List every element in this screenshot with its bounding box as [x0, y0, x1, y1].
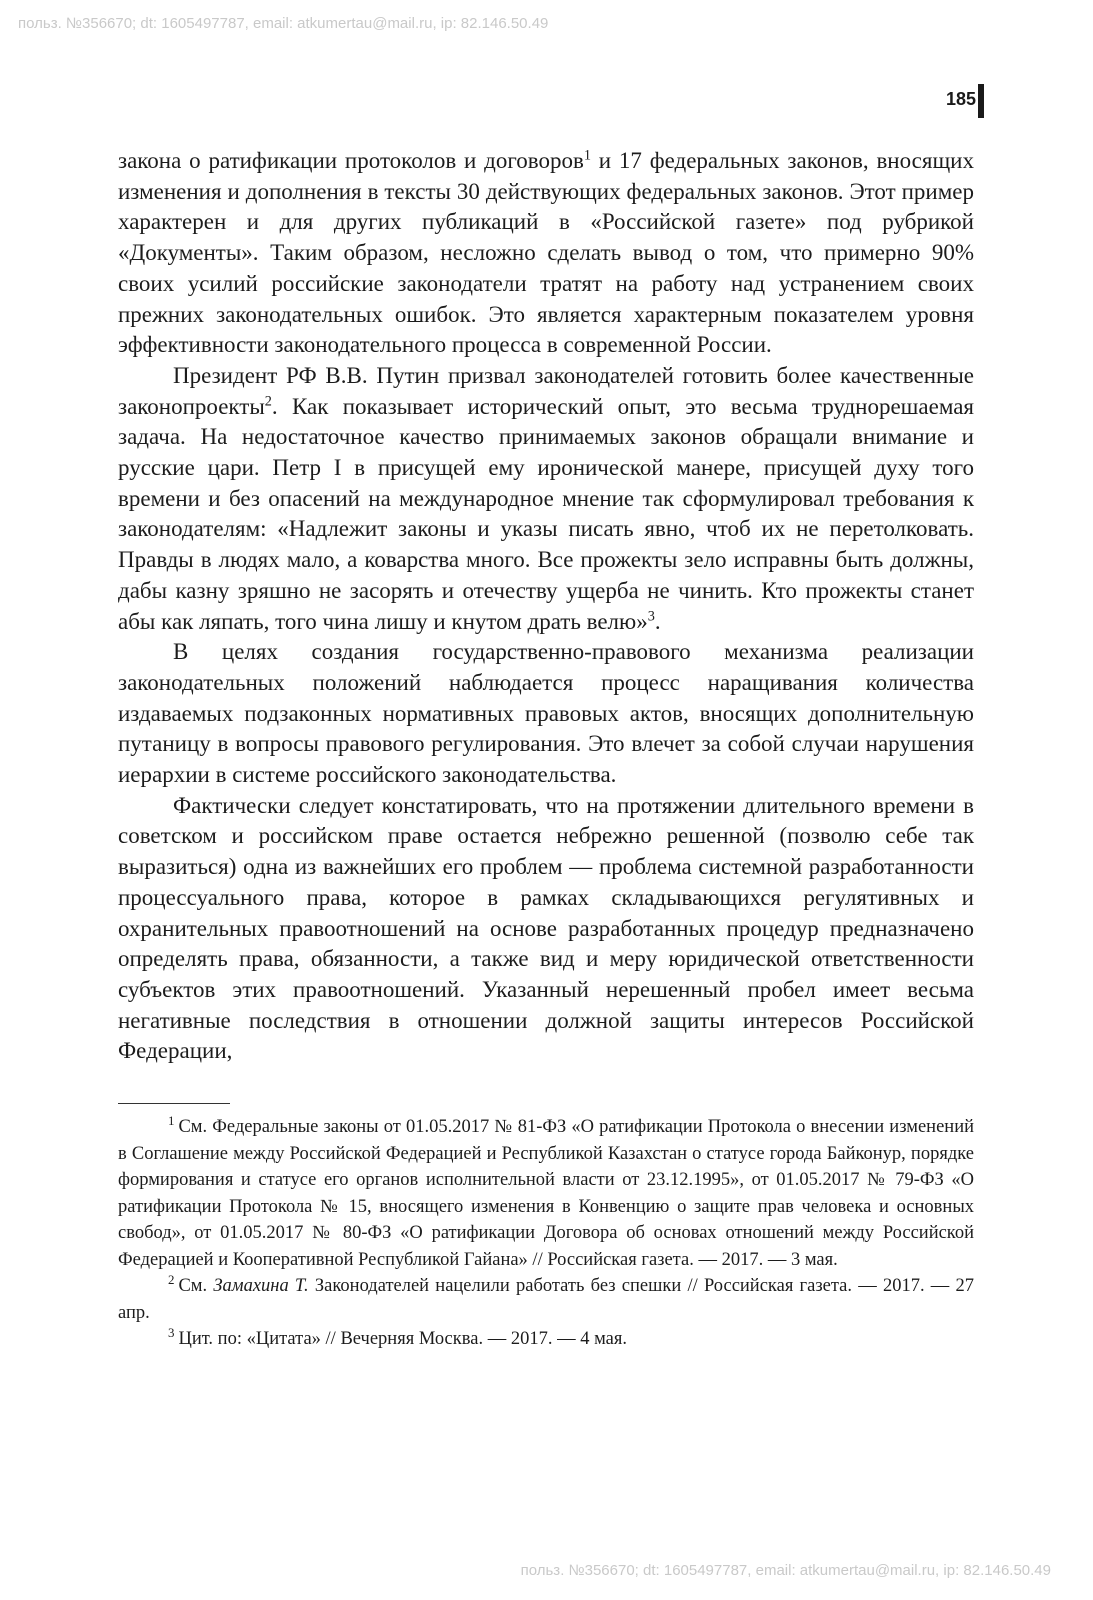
- page-number: 185: [945, 89, 976, 109]
- footnote-2-prefix: См.: [178, 1276, 214, 1297]
- footnote-ref-1: 1: [583, 147, 591, 164]
- footnotes: [118, 1114, 974, 1353]
- footnote-ref-2: 2: [264, 392, 272, 409]
- paragraph-2-part-c: .: [654, 608, 661, 634]
- page-content: [118, 146, 974, 1353]
- footnote-3-text: Цит. по: «Цитата» // Вечерняя Москва. — 2017. — 4 мая.: [178, 1329, 627, 1350]
- footnote-ref-3: 3: [647, 607, 655, 624]
- footnote-1-number: 1: [168, 1112, 175, 1128]
- paragraph-2-part-a: Президент РФ В.В. Путин призвал законодателей готовить более качественные законопроекты: [118, 362, 974, 419]
- body-text: [118, 146, 974, 1067]
- footnote-2-number: 2: [168, 1271, 175, 1287]
- paragraph-1-part-b: и 17 федеральных законов, вносящих изменения и дополнения в тексты 30 действующих федеральных законов. Этот пример характерен и для других публикаций в «Российской газете» под рубрикой «Документы». Таким образом, несложно сделать вывод о том, что примерно 90% своих усилий российские законодатели тратят на работу над устранением своих прежних законодательных ошибок. Это является характерным показателем уровня эффективности законодательного процесса в современной России.: [118, 148, 974, 358]
- footnote-1-text: См. Федеральные законы от 01.05.2017 № 81-ФЗ «О ратификации Протокола о внесении изменений в Соглашение между Российской Федерацией и Республикой Казахстан о статусе города Байконур, порядке формирования и статусе его органов исполнительной власти от 23.12.1995», от 01.05.2017 № 79-ФЗ «О ратификации Протокола № 15, вносящего изменения в Конвенцию о защите прав человека и основных свобод», от 01.05.2017 № 80-ФЗ «О ратификации Договора об основах отношений между Российской Федерацией и Кооперативной Республикой Гайана» // Российская газета. — 2017. — 3 мая.: [118, 1117, 974, 1270]
- footnote-3: [118, 1326, 974, 1353]
- watermark-top: польз. №356670; dt: 1605497787, email: atkumertau@mail.ru, ip: 82.146.50.49: [18, 15, 549, 32]
- page-number-bar: [978, 84, 984, 118]
- footnote-2-author: Замахина Т.: [213, 1276, 309, 1297]
- footnote-divider: [118, 1103, 230, 1104]
- footnote-2-text: Законодателей нацелили работать без спешки // Российская газета. — 2017. — 27 апр.: [118, 1276, 974, 1323]
- footnote-2: [118, 1273, 974, 1326]
- paragraph-3: В целях создания государственно-правового механизма реализации законодательных положений наблюдается процесс наращивания количества издаваемых подзаконных нормативных правовых актов, вносящих дополнительную путаницу в вопросы правового регулирования. Это влечет за собой случаи нарушения иерархии в системе российского законодательства.: [118, 639, 974, 788]
- paragraph-2: [118, 361, 974, 637]
- footnote-3-number: 3: [168, 1324, 175, 1340]
- paragraph-1: [118, 146, 974, 361]
- watermark-bottom: польз. №356670; dt: 1605497787, email: atkumertau@mail.ru, ip: 82.146.50.49: [520, 1562, 1051, 1579]
- paragraph-1-part-a: закона о ратификации протоколов и договоров: [118, 148, 584, 173]
- paragraph-4: Фактически следует констатировать, что на протяжении длительного времени в советском и российском праве остается небрежно решенной (позволю себе так выразиться) одна из важнейших его проблем — проблема системной разработанности процессуального права, которое в рамках складывающихся регулятивных и охранительных правоотношений на основе разработанных процедур предназначено определять права, обязанности, а также вид и меру юридической ответственности субъектов этих правоотношений. Указанный нерешенный пробел имеет весьма негативные последствия в отношении должной защиты интересов Российской Федерации,: [118, 792, 974, 1064]
- footnote-1: [118, 1114, 974, 1273]
- paragraph-2-part-b: . Как показывает исторический опыт, это весьма труднорешаемая задача. На недостаточное качество принимаемых законов обращали внимание и русские цари. Петр I в присущей ему иронической манере, присущей духу того времени и без опасений на международное мнение так сформулировал требования к законодателям: «Надлежит законы и указы писать явно, чтоб их не перетолковать. Правды в людях мало, а коварства много. Все прожекты зело исправны быть должны, дабы казну зряшно не засорять и отечеству ущерба не чинить. Кто прожекты станет абы как ляпать, того чина лишу и кнутом драть велю»: [118, 393, 974, 634]
